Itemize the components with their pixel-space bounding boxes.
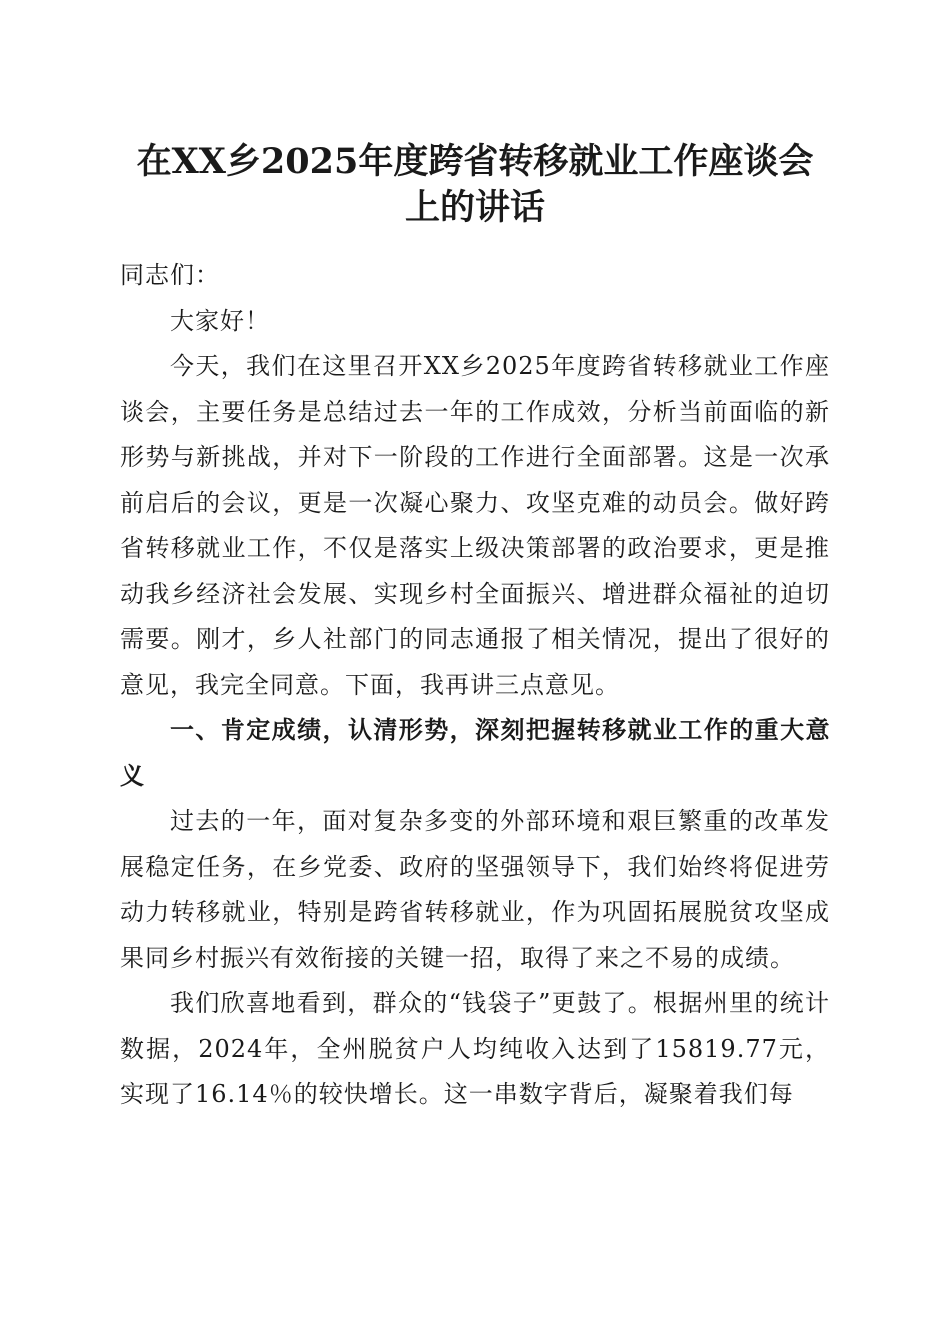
- intro-paragraph: 今天，我们在这里召开XX乡2025年度跨省转移就业工作座谈会，主要任务是总结过去一年的工作成效，分析当前面临的新形势与新挑战，并对下一阶段的工作进行全面部署。这是一次承前启后的会议，更是一次凝心聚力、攻坚克难的动员会。做好跨省转移就业工作，不仅是落实上级决策部署的政治要求，更是推动我乡经济社会发展、实现乡村全面振兴、增进群众福祉的迫切需要。刚才，乡人社部门的同志通报了相关情况，提出了很好的意见，我完全同意。下面，我再讲三点意见。: [120, 352, 830, 699]
- salutation: 同志们：: [120, 261, 220, 289]
- greeting: 大家好！: [170, 306, 270, 335]
- document-body: [120, 253, 830, 1118]
- section-1-heading: 一、肯定成绩，认清形势，深刻把握转移就业工作的重大意义: [120, 716, 830, 790]
- section-1-paragraph-2: 我们欣喜地看到，群众的“钱袋子”更鼓了。根据州里的统计数据，2024年，全州脱贫户人均纯收入达到了15819.77元，实现了16.14％的较快增长。这一串数字背后，凝聚着我们每: [120, 989, 830, 1108]
- section-1-paragraph-1: 过去的一年，面对复杂多变的外部环境和艰巨繁重的改革发展稳定任务，在乡党委、政府的坚强领导下，我们始终将促进劳动力转移就业，特别是跨省转移就业，作为巩固拓展脱贫攻坚成果同乡村振兴有效衔接的关键一招，取得了来之不易的成绩。: [120, 807, 830, 972]
- document-title-line-2: 上的讲话: [404, 187, 545, 228]
- document-title-line-1: 在XX乡2025年度跨省转移就业工作座谈会: [136, 141, 814, 182]
